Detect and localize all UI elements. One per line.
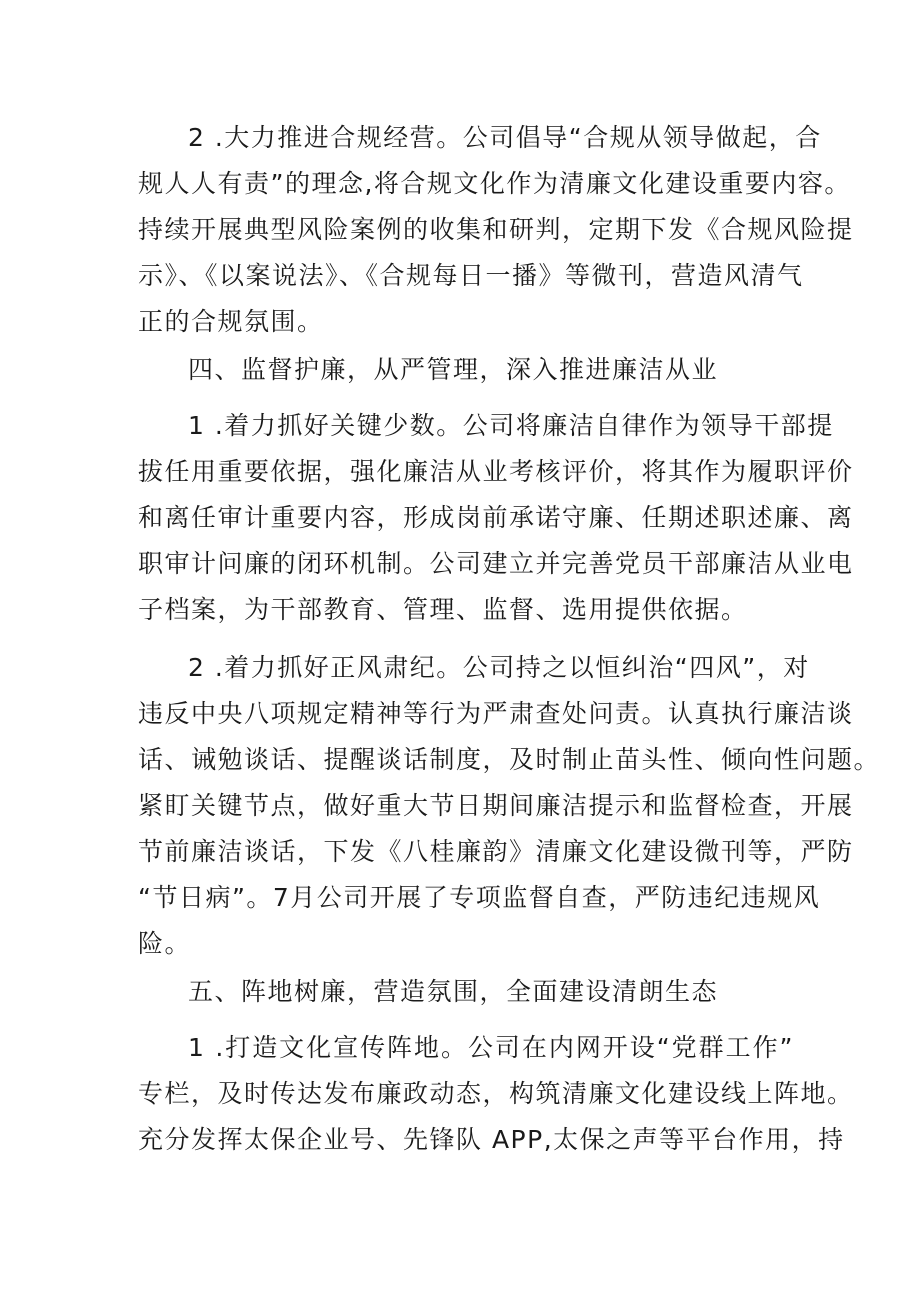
paragraph-discipline-line-4: 紧盯关键节点，做好重大节日期间廉洁提示和监督检查，开展 — [138, 791, 854, 820]
paragraph-key-minority-line-3: 和离任审计重要内容，形成岗前承诺守廉、任期述职述廉、离 — [138, 503, 854, 532]
section-heading-five: 五、阵地树廉，营造氛围，全面建设清朗生态 — [188, 977, 719, 1006]
paragraph-key-minority-line-1: 1 .着力抓好关键少数。公司将廉洁自律作为领导干部提 — [188, 411, 834, 440]
paragraph-publicity-line-2: 专栏，及时传达发布廉政动态，构筑清廉文化建设线上阵地。 — [138, 1079, 854, 1108]
paragraph-key-minority-line-2: 拔任用重要依据，强化廉洁从业考核评价，将其作为履职评价 — [138, 457, 854, 486]
paragraph-compliance-line-4: 示》、《以案说法》、《合规每日一播》等微刊，营造风清气 — [138, 261, 804, 290]
paragraph-compliance-line-3: 持续开展典型风险案例的收集和研判，定期下发《合规风险提 — [138, 215, 854, 244]
paragraph-discipline-line-7: 险。 — [138, 929, 192, 958]
paragraph-discipline-line-2: 违反中央八项规定精神等行为严肃查处问责。认真执行廉洁谈 — [138, 699, 854, 728]
paragraph-publicity-line-1: 1 .打造文化宣传阵地。公司在内网开设“党群工作” — [188, 1033, 794, 1062]
paragraph-key-minority-line-4: 职审计问廉的闭环机制。公司建立并完善党员干部廉洁从业电 — [138, 549, 854, 578]
paragraph-publicity-line-3: 充分发挥太保企业号、先锋队 APP,太保之声等平台作用，持 — [138, 1125, 845, 1154]
paragraph-compliance-line-2: 规人人有责”的理念,将合规文化作为清廉文化建设重要内容。 — [138, 169, 851, 198]
paragraph-discipline-line-5: 节前廉洁谈话，下发《八桂廉韵》清廉文化建设微刊等，严防 — [138, 837, 854, 866]
section-heading-four: 四、监督护廉，从严管理，深入推进廉洁从业 — [188, 355, 719, 384]
paragraph-compliance-line-1: 2 .大力推进合规经营。公司倡导“合规从领导做起，合 — [188, 123, 822, 152]
paragraph-discipline-line-1: 2 .着力抓好正风肃纪。公司持之以恒纠治“四风”，对 — [188, 653, 810, 682]
paragraph-discipline-line-6: “节日病”。7月公司开展了专项监督自查，严防违纪违规风 — [138, 883, 821, 912]
paragraph-key-minority-line-5: 子档案，为干部教育、管理、监督、选用提供依据。 — [138, 595, 748, 624]
paragraph-discipline-line-3: 话、诫勉谈话、提醒谈话制度，及时制止苗头性、倾向性问题。 — [138, 745, 881, 774]
paragraph-compliance-line-5: 正的合规氛围。 — [138, 307, 324, 336]
